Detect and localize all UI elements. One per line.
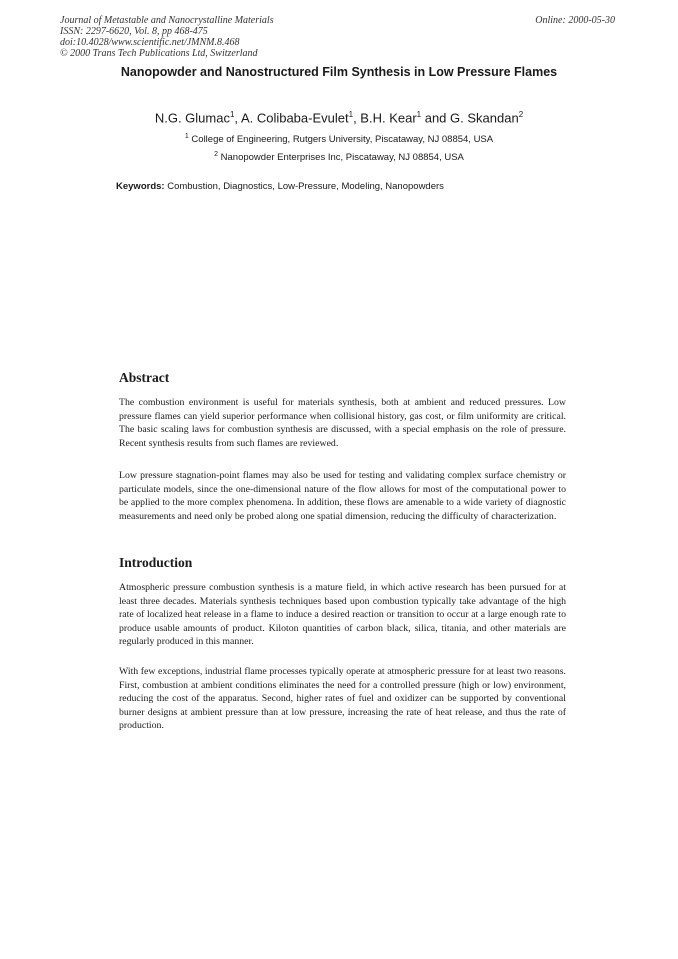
introduction-paragraph: With few exceptions, industrial flame processes typically operate at atmospheric pressure for at least two reasons. First, combustion at ambient conditions eliminates the need for a controlled pressure (high or low) environment, reducing the cost of the apparatus. Second, higher rates of fuel and oxidizer can be supported by conventional burner designs at ambient pressure than at low pressure, increasing the rate of heat release, and thus the rate of production. [119, 666, 566, 731]
journal-header [60, 15, 420, 59]
author-separator: , [234, 110, 241, 126]
affiliation-marker: 1 [184, 133, 189, 140]
journal-name: Journal of Metastable and Nanocrystalline Materials [60, 15, 274, 26]
keywords-text: Combustion, Diagnostics, Low-Pressure, Modeling, Nanopowders [167, 181, 444, 192]
author-separator: , [353, 110, 361, 126]
author-affil-marker: 2 [518, 110, 524, 119]
keywords-label: Keywords: [116, 181, 165, 192]
author-name: G. Skandan [450, 110, 519, 126]
copyright-line: © 2000 Trans Tech Publications Ltd, Switzerland [60, 48, 258, 59]
author-affil-marker: 1 [348, 110, 354, 119]
author-name: A. Colibaba-Evulet [240, 110, 349, 126]
issn-line: ISSN: 2297-6620, Vol. 8, pp 468-475 [60, 26, 208, 37]
online-date: Online: 2000-05-30 [535, 15, 615, 26]
author-conjunction: and [421, 110, 451, 126]
introduction-paragraph: Atmospheric pressure combustion synthesis is a mature field, in which active research has been pursued for at least three decades. Materials synthesis techniques based upon combustion typically take advantage of the high rate of localized heat release in a flame to induce a desired reaction or transition to occur at a large enough rate to produce usable amounts of product. Kiloton quantities of carbon black, silica, titania, and other materials are regularly produced in this manner. [119, 582, 566, 647]
affiliation-marker: 2 [214, 151, 218, 158]
author-affil-marker: 1 [416, 110, 422, 119]
abstract-heading: Abstract [119, 370, 170, 385]
abstract-paragraph: Low pressure stagnation-point flames may also be used for testing and validating complex surface chemistry or particulate models, since the one-dimensional nature of the flow allows for most of the computational power to be applied to the more complex phenomena. In addition, these flows are amenable to a wide variety of diagnostic measurements and need only be probed along one spatial dimension, reducing the difficulty of characterization. [119, 470, 566, 522]
author-affil-marker: 1 [229, 110, 235, 119]
keywords-line [116, 181, 596, 193]
paper-title: Nanopowder and Nanostructured Film Synthesis in Low Pressure Flames [120, 65, 558, 79]
author-name: N.G. Glumac [154, 110, 230, 126]
doi-line: doi:10.4028/www.scientific.net/JMNM.8.468 [60, 37, 240, 48]
author-name: B.H. Kear [360, 110, 417, 126]
affiliation-2 [100, 149, 578, 164]
introduction-heading: Introduction [119, 555, 193, 570]
affiliation-text: College of Engineering, Rutgers University, Piscataway, NJ 08854, USA [191, 134, 494, 146]
author-list [100, 107, 578, 126]
affiliation-1 [100, 131, 578, 146]
abstract-paragraph: The combustion environment is useful for materials synthesis, both at ambient and reduced pressures. Low pressure flames can yield superior performance when collisional history, gas cost, or film uniformity are critical. The basic scaling laws for combustion synthesis are discussed, with a special emphasis on the role of pressure. Recent synthesis results from such flames are reviewed. [119, 397, 566, 449]
affiliation-text: Nanopowder Enterprises Inc, Piscataway, NJ 08854, USA [220, 152, 464, 164]
